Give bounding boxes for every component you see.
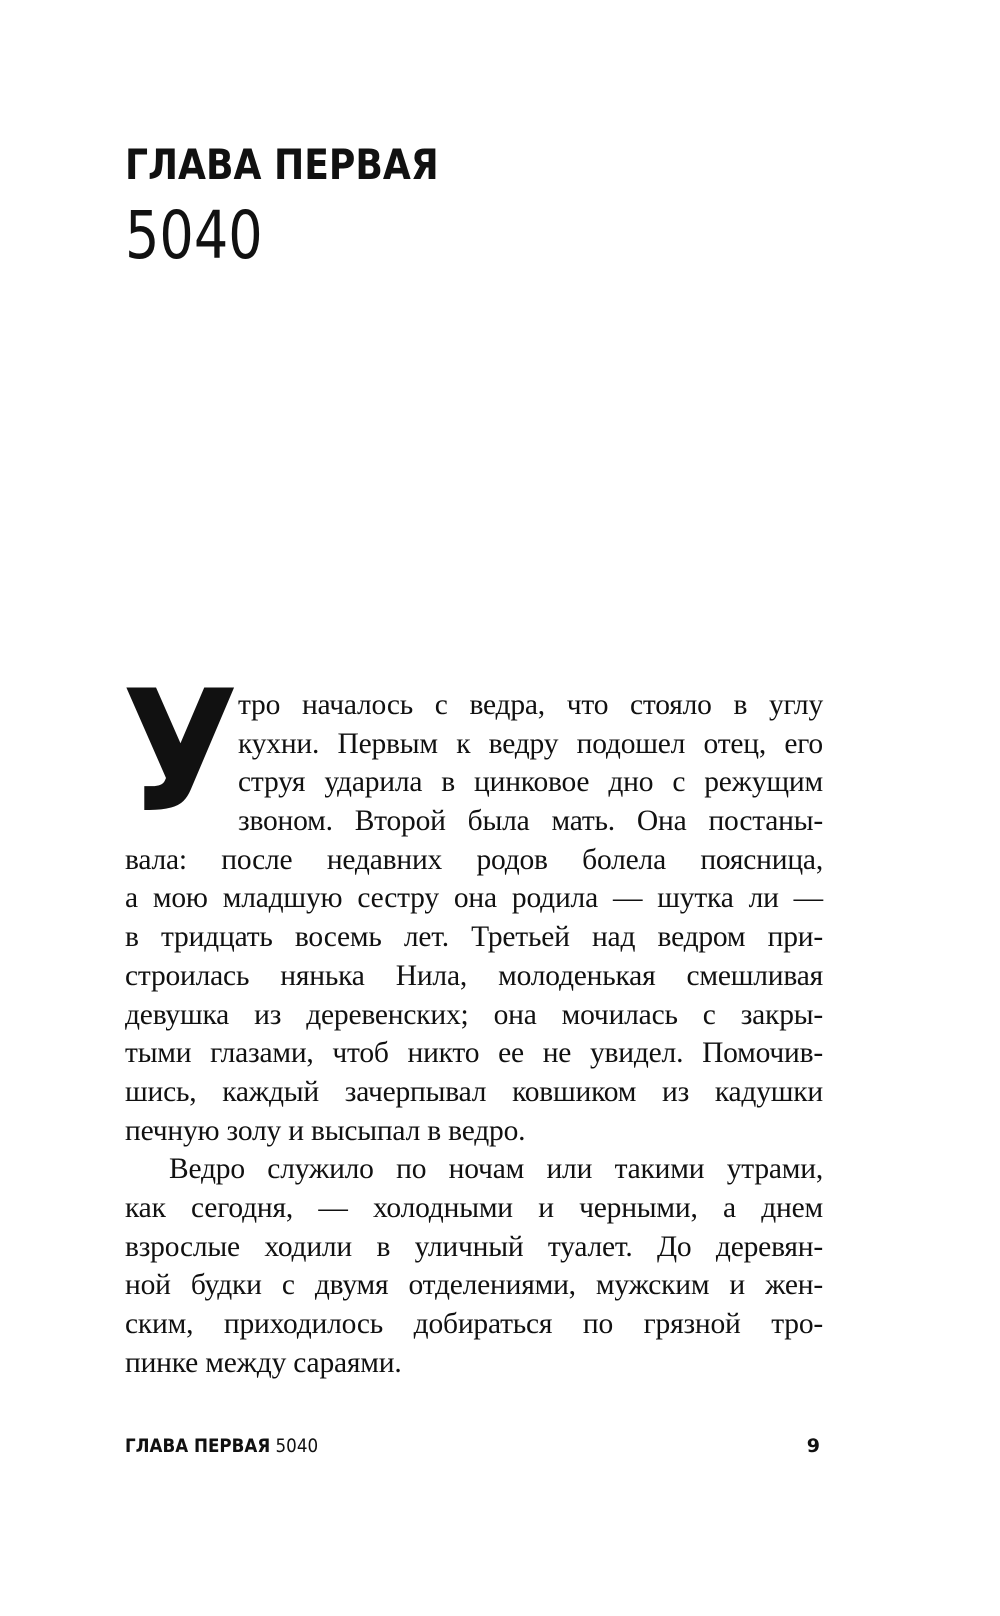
text-line: тро началось с ведра, что стояло в углу: [238, 689, 823, 721]
body-text: [125, 686, 823, 1382]
text-line: шись, каждый зачерпывал ковшиком из кадушки: [125, 1075, 823, 1108]
text-line: тыми глазами, чтоб никто ее не увидел. Помочив-: [125, 1037, 823, 1070]
text-line: звоном. Второй была мать. Она постаны-: [238, 805, 823, 838]
text-line: девушка из деревенских; она мочилась с закры-: [125, 998, 823, 1031]
page-number: 9: [806, 1435, 820, 1457]
text-line: кухни. Первым к ведру подошел отец, его: [238, 727, 823, 760]
chapter-heading: ГЛАВА ПЕРВАЯ: [125, 140, 439, 189]
chapter-number: 5040: [125, 197, 263, 274]
text-line: вала: после недавних родов болела поясница,: [125, 843, 823, 876]
running-head: [125, 1434, 318, 1458]
text-line: взрослые ходили в уличный туалет. До деревян-: [125, 1230, 823, 1263]
text-line: печную золу и высыпал в ведро.: [125, 1114, 526, 1147]
text-line: ной будки с двумя отделениями, мужским и жен-: [125, 1269, 823, 1302]
text-line: а мою младшую сестру она родила — шутка ли —: [125, 882, 823, 915]
text-line: пинке между сараями.: [125, 1346, 402, 1379]
text-line: в тридцать восемь лет. Третьей над ведром при-: [125, 921, 823, 954]
text-line: струя ударила в цинковое дно с режущим: [238, 766, 823, 799]
running-head-number: 5040: [275, 1435, 319, 1457]
text-line: Ведро служило по ночам или такими утрами,: [169, 1153, 823, 1186]
text-line: ским, приходилось добираться по грязной тро-: [125, 1308, 823, 1340]
text-line: строилась нянька Нила, молоденькая смешливая: [125, 959, 823, 992]
text-line: как сегодня, — холодными и черными, а днем: [125, 1191, 823, 1224]
drop-cap: У: [122, 654, 239, 850]
running-head-label: ГЛАВА ПЕРВАЯ: [125, 1435, 271, 1457]
